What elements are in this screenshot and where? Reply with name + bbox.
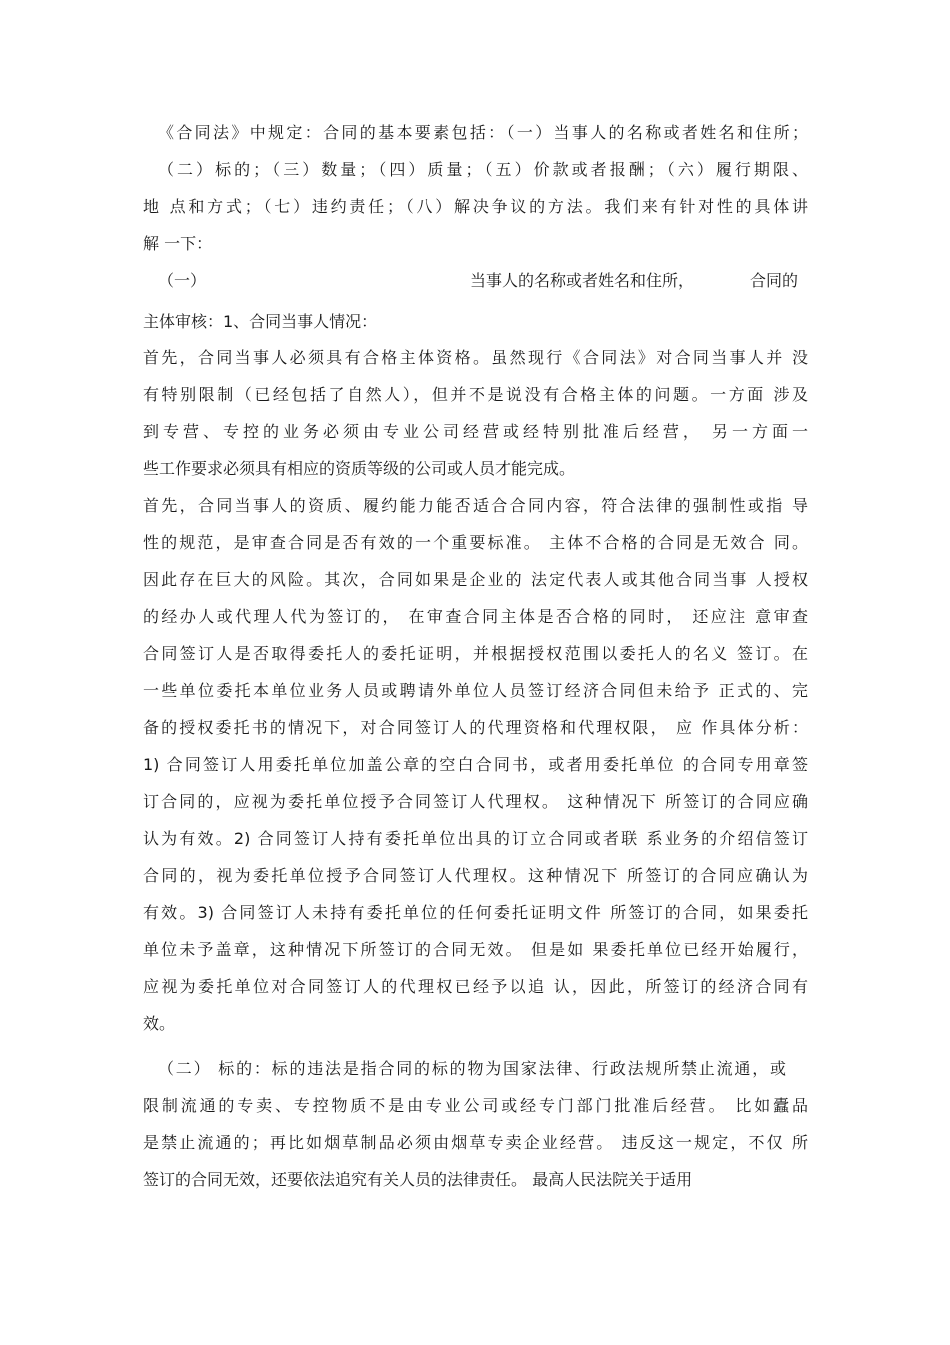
section-title: 当事人的名称或者姓名和住所， [470,271,695,290]
text-line: 地 点和方式；（七）违约责任；（八）解决争议的方法。我们来有针对性的具体讲 [143,197,808,216]
text-line: 《合同法》中规定：合同的基本要素包括：（一）当事人的名称或者姓名和住所； [158,123,808,142]
text-line: 效。 [143,1014,176,1033]
text-line: 1) 合同签订人用委托单位加盖公章的空白合同书，或者用委托单位 的合同专用章签 [143,755,808,774]
text-line: （二）标的；（三）数量；（四）质量；（五）价款或者报酬；（六）履行期限、 [158,160,808,179]
text-line: 认为有效。2) 合同签订人持有委托单位出具的订立合同或者联 系业务的介绍信签订 [143,829,808,848]
text-line: 的经办人或代理人代为签订的， 在审查合同主体是否合格的同时， 还应注 意审查 [143,607,808,626]
text-line: 些工作要求必须具有相应的资质等级的公司或人员才能完成。 [143,459,576,478]
text-line: 到专营、专控的业务必须由专业公司经营或经特别批准后经营， 另一方面一 [143,422,808,441]
text-line: 一些单位委托本单位业务人员或聘请外单位人员签订经济合同但未给予 正式的、完 [143,681,808,700]
section-marker: （一） [158,271,207,290]
text-line: 首先，合同当事人的资质、履约能力能否适合合同内容，符合法律的强制性或指 导 [143,496,808,515]
text-line: 备的授权委托书的情况下，对合同签订人的代理资格和代理权限， 应 作具体分析： [143,718,808,737]
text-line: 是禁止流通的；再比如烟草制品必须由烟草专卖企业经营。 违反这一规定，不仅 所 [143,1133,808,1152]
text-line: 解 一下： [143,234,213,253]
section-trail: 合同的 [750,271,799,290]
text-line: 有效。3) 合同签订人未持有委托单位的任何委托证明文件 所签订的合同，如果委托 [143,903,808,922]
text-line: 签订的合同无效，还要依法追究有关人员的法律责任。 最高人民法院关于适用 [143,1170,693,1189]
text-line: 有特别限制（已经包括了自然人），但并不是说没有合格主体的问题。一方面 涉及 [143,385,808,404]
section-heading-1 [143,266,808,296]
text-line: 订合同的，应视为委托单位授予合同签订人代理权。 这种情况下 所签订的合同应确 [143,792,808,811]
text-line: 合同签订人是否取得委托人的委托证明，并根据授权范围以委托人的名义 签订。在 [143,644,808,663]
text-line: 首先，合同当事人必须具有合格主体资格。虽然现行《合同法》对合同当事人并 没 [143,348,808,367]
text-line: 限制流通的专卖、专控物质不是由专业公司或经专门部门批准后经营。 比如蠹品 [143,1096,808,1115]
text-line: 性的规范，是审查合同是否有效的一个重要标准。 主体不合格的合同是无效合 同。 [143,533,808,552]
text-line: （二） 标的：标的违法是指合同的标的物为国家法律、行政法规所禁止流通，或 [158,1059,786,1078]
text-line: 合同的，视为委托单位授予合同签订人代理权。这种情况下 所签订的合同应确认为 [143,866,808,885]
text-line: 应视为委托单位对合同签订人的代理权已经予以追 认，因此，所签订的经济合同有 [143,977,808,996]
text-line: 单位未予盖章，这种情况下所签订的合同无效。 但是如 果委托单位已经开始履行， [143,940,808,959]
text-line: 因此存在巨大的风险。其次，合同如果是企业的 法定代表人或其他合同当事 人授权 [143,570,808,589]
text-line: 主体审核：1、合同当事人情况： [143,312,378,331]
